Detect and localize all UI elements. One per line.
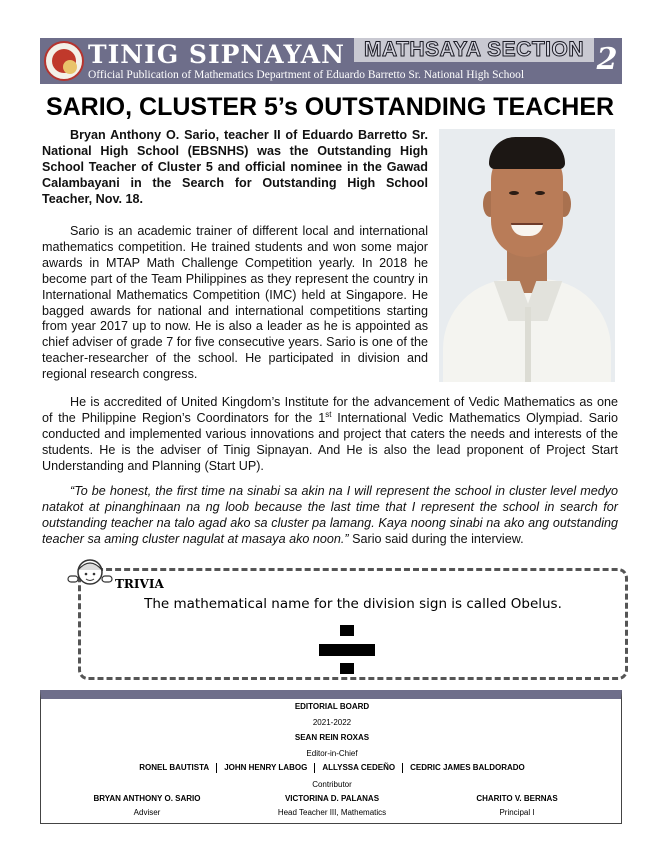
editor-name: SEAN REIN ROXAS xyxy=(294,733,370,742)
publication-subtitle: Official Publication of Mathematics Department of Eduardo Barretto Sr. National High School xyxy=(88,69,525,81)
lead-paragraph: Bryan Anthony O. Sario, teacher II of Eduardo Barretto Sr. National High School (EBSNHS) was the Outstanding High School Teacher of Cluster 5 and official nominee in the Gawad Calambayani in the Search for Outstanding High School Teacher, Nov. 18. xyxy=(42,128,428,206)
adviser-role: Adviser xyxy=(133,808,161,817)
article-headline: SARIO, CLUSTER 5’s OUTSTANDING TEACHER xyxy=(45,93,615,121)
section-banner xyxy=(354,38,594,62)
quote-paragraph xyxy=(42,484,618,548)
page-number: 2 xyxy=(596,42,618,77)
paragraph-trainer: Sario is an academic trainer of different local and international mathematics competition. He trained students and won some major awards in MTAP Math Challenge Competition yearly. In 2018 he become part of the Team Philippines as they represent the country in International Mathematics Competition (IMC) held at Singapore. He bagged awards for national and international competitions starting from year 2017 up to now. He is also a leader as he is appointed as chief adviser of grade 7 for five consecutive years. Sario is one of the teacher-researcher of the school. He participated in division and regional research congress. xyxy=(42,224,428,382)
quote-attribution: Sario said during the interview. xyxy=(348,531,524,546)
trivia-box xyxy=(78,568,628,680)
masthead xyxy=(40,38,622,84)
paragraph-accreditation xyxy=(42,395,618,475)
contributor-name: ALLYSSA CEDEÑO xyxy=(322,763,396,773)
adviser-name: BRYAN ANTHONY O. SARIO xyxy=(93,794,201,803)
ordinal-superscript: st xyxy=(325,409,332,419)
board-year: 2021-2022 xyxy=(312,718,352,727)
paragraph-accreditation-text-2: International Vedic Mathematics Olympiad. Sario conducted and implemented various innovations and project that caters the needs and interests of the students. He is the adviser of Tinig Sipnayan. And He is also the lead proponent of Project Start Understanding and Planning (Start UP). xyxy=(42,410,618,473)
head-teacher-role: Head Teacher III, Mathematics xyxy=(277,808,387,817)
contributor-name: CEDRIC JAMES BALDORADO xyxy=(410,763,525,773)
contributors-row xyxy=(41,763,623,773)
paragraph-accreditation-text-1: He is accredited of United Kingdom’s Institute for the advancement of Vedic Mathematics as one of the Philippine Region’s Coordinators for the 1 xyxy=(42,395,618,425)
trivia-label: TRIVIA xyxy=(115,577,164,591)
teacher-photo xyxy=(439,129,615,382)
cartoon-kid-icon xyxy=(64,558,116,586)
editor-role: Editor-in-Chief xyxy=(306,749,358,758)
section-label: MATHSAYA SECTION xyxy=(364,38,584,61)
publication-title: TINIG SIPNAYAN xyxy=(88,40,345,69)
head-teacher-name: VICTORINA D. PALANAS xyxy=(284,794,380,803)
trivia-text: The mathematical name for the division sign is called Obelus. xyxy=(144,596,562,612)
school-logo xyxy=(44,41,84,81)
quote-text: “To be honest, the first time na sinabi sa akin na I will represent the school in cluster level medyo natakot at pinanghinaan na ng loob because the last time that I represent the school in search for outstanding teacher na talo agad ako sa cluster pa lamang. Kaya noong sinabi na ako ang outstanding teacher sa aming cluster nagulat at masaya ako noon.” xyxy=(42,484,618,546)
editorial-board xyxy=(40,690,622,824)
principal-role: Principal I xyxy=(499,808,535,817)
contributor-name: JOHN HENRY LABOG xyxy=(224,763,308,773)
contributor-role: Contributor xyxy=(312,780,352,789)
principal-name: CHARITO V. BERNAS xyxy=(476,794,558,803)
board-title: EDITORIAL BOARD xyxy=(294,702,370,711)
contributor-name: RONEL BAUTISTA xyxy=(139,763,210,773)
division-sign-icon xyxy=(309,623,393,675)
